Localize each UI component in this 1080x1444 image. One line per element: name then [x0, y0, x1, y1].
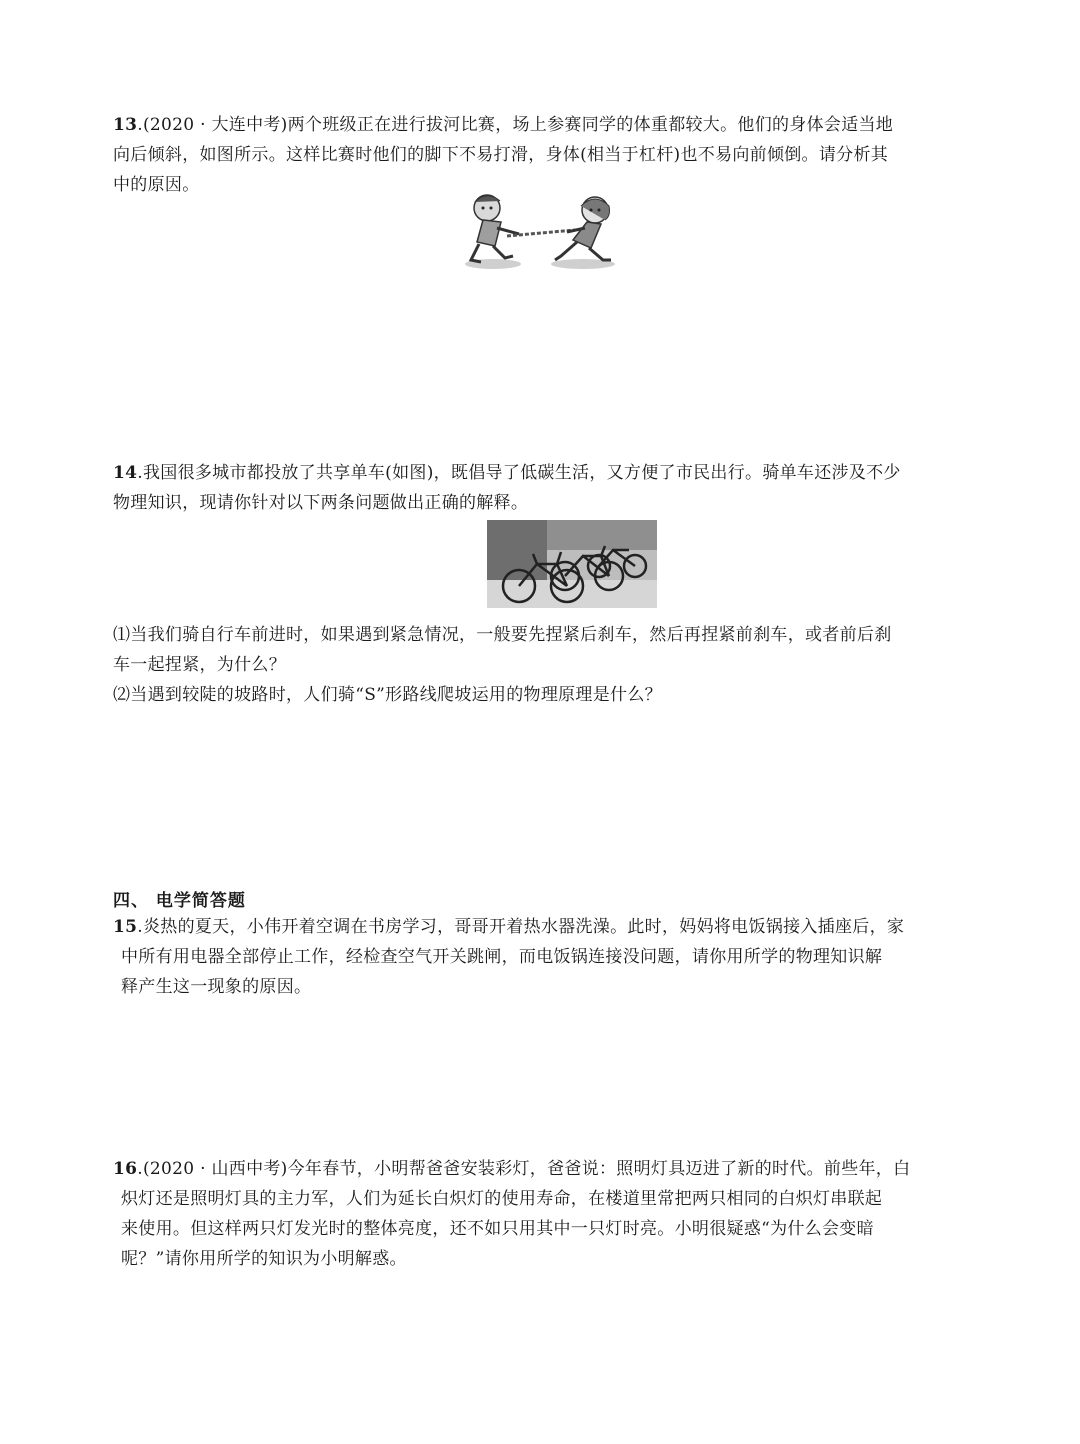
question-14-sub-1-line-2: 车一起捏紧，为什么？	[113, 655, 286, 675]
question-16-line-4: 呢？”请你用所学的知识为小明解惑。	[121, 1249, 407, 1269]
shared-bicycles-photo	[487, 520, 657, 608]
question-13-line-3: 中的原因。	[113, 175, 200, 195]
question-14	[113, 458, 973, 518]
question-16-line-2: 炽灯还是照明灯具的主力军，人们为延长白炽灯的使用寿命，在楼道里常把两只相同的白炽灯串联起	[121, 1189, 883, 1209]
question-16-line-3: 来使用。但这样两只灯发光时的整体亮度，还不如只用其中一只灯时亮。小明很疑惑“为什么会变暗	[121, 1219, 874, 1239]
question-15	[113, 912, 973, 1002]
question-14-number: 14	[113, 463, 138, 483]
question-13	[113, 110, 973, 200]
question-13-number: 13	[113, 115, 138, 135]
question-14-line-1: 14.我国很多城市都投放了共享单车(如图)，既倡导了低碳生活，又方便了市民出行。骑单车还涉及不少	[113, 463, 901, 483]
question-13-line-1: 13.(2020 · 大连中考)两个班级正在进行拔河比赛，场上参赛同学的体重都较大。他们的身体会适当地	[113, 115, 894, 135]
section-heading: 四、 电学简答题	[113, 891, 246, 911]
question-14-sub-1-line-1: ⑴当我们骑自行车前进时，如果遇到紧急情况，一般要先捏紧后刹车，然后再捏紧前刹车，或者前后刹	[113, 625, 892, 645]
question-15-line-3: 释产生这一现象的原因。	[121, 977, 312, 997]
question-16-number: 16	[113, 1159, 138, 1179]
question-13-line-2: 向后倾斜，如图所示。这样比赛时他们的脚下不易打滑，身体(相当于杠杆)也不易向前倾倒。请分析其	[113, 145, 889, 165]
question-15-line-1: 15.炎热的夏天，小伟开着空调在书房学习，哥哥开着热水器洗澡。此时，妈妈将电饭锅接入插座后，家	[113, 917, 905, 937]
question-15-number: 15	[113, 917, 138, 937]
question-14-sub-2: ⑵当遇到较陡的坡路时，人们骑“S”形路线爬坡运用的物理原理是什么？	[113, 685, 662, 705]
question-16-line-1: 16.(2020 · 山西中考)今年春节，小明帮爸爸安装彩灯，爸爸说：照明灯具迈进了新的时代。前些年，白	[113, 1159, 911, 1179]
tug-of-war-illustration	[463, 190, 621, 272]
question-14-subquestions	[113, 620, 973, 710]
question-15-line-2: 中所有用电器全部停止工作，经检查空气开关跳闸，而电饭锅连接没问题，请你用所学的物理知识解	[121, 947, 883, 967]
question-14-line-2: 物理知识，现请你针对以下两条问题做出正确的解释。	[113, 493, 529, 513]
question-16	[113, 1154, 973, 1274]
